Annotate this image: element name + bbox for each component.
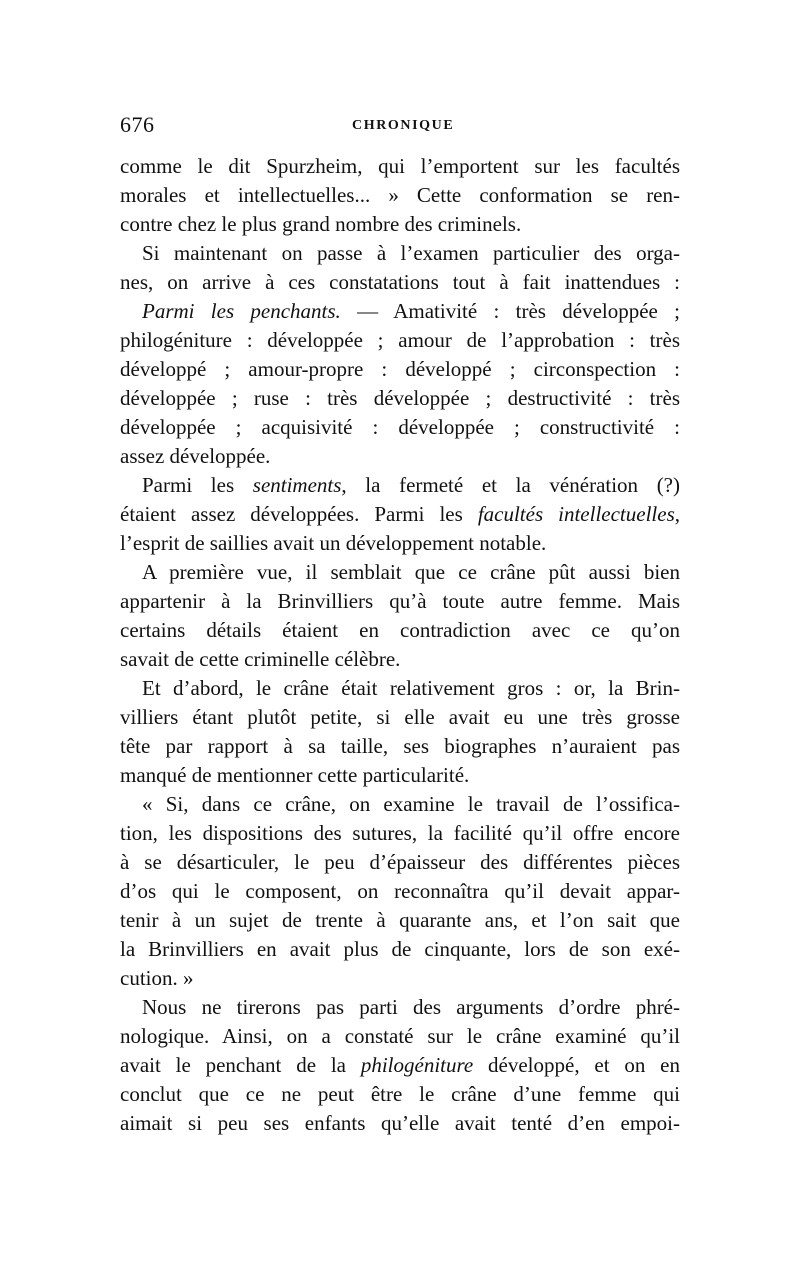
text-line: Si maintenant on passe à l’examen particulier des orga- (142, 241, 680, 265)
text-line: « Si, dans ce crâne, on examine le travail de l’ossifica- (142, 792, 680, 816)
text-line: Nous ne tirerons pas parti des arguments d’ordre phré- (142, 995, 680, 1019)
text-line (120, 500, 680, 529)
italic-heading: Parmi les penchants. (142, 299, 341, 323)
text-fragment: développé, et on en (473, 1053, 680, 1077)
text-line: cution. » (120, 966, 194, 990)
text-line: nologique. Ainsi, on a constaté sur le crâne examiné qu’il (120, 1024, 680, 1048)
text-line: villiers étant plutôt petite, si elle avait eu une très grosse (120, 705, 680, 729)
text-line: d’os qui le composent, on reconnaîtra qu’il devait appar- (120, 879, 680, 903)
running-title: CHRONIQUE (352, 118, 455, 133)
text-line: comme le dit Spurzheim, qui l’emportent sur les facultés (120, 154, 680, 178)
text-fragment: étaient assez développées. Parmi les (120, 502, 478, 526)
text-fragment: Parmi les (142, 473, 253, 497)
italic-term: philogéniture (360, 1053, 474, 1077)
text-line: conclut que ce ne peut être le crâne d’une femme qui (120, 1082, 680, 1106)
text-fragment: — Amativité : très développée ; (340, 299, 680, 323)
text-line: appartenir à la Brinvilliers qu’à toute autre femme. Mais (120, 589, 680, 613)
text-line (120, 1051, 680, 1080)
text-line: développée ; acquisivité : développée ; constructivité : (120, 415, 680, 439)
text-line: Et d’abord, le crâne était relativement gros : or, la Brin- (142, 676, 680, 700)
text-line: certains détails étaient en contradiction avec ce qu’on (120, 618, 680, 642)
text-line: nes, on arrive à ces constatations tout à fait inattendues : (120, 270, 680, 294)
text-fragment: , la fermeté et la vénération (?) (341, 473, 680, 497)
text-line: développé ; amour-propre : développé ; circonspection : (120, 357, 680, 381)
text-line: contre chez le plus grand nombre des criminels. (120, 212, 522, 236)
text-line: tête par rapport à sa taille, ses biographes n’auraient pas (120, 734, 680, 758)
text-line: A première vue, il semblait que ce crâne pût aussi bien (142, 560, 680, 584)
text-line: développée ; ruse : très développée ; destructivité : très (120, 386, 680, 410)
text-line: à se désarticuler, le peu d’épaisseur des différentes pièces (120, 850, 680, 874)
page-header (120, 112, 680, 142)
text-line: l’esprit de saillies avait un développement notable. (120, 531, 547, 555)
text-line: philogéniture : développée ; amour de l’approbation : très (120, 328, 680, 352)
text-line: la Brinvilliers en avait plus de cinquante, lors de son exé- (120, 937, 680, 961)
text-line: savait de cette criminelle célèbre. (120, 647, 401, 671)
text-fragment: avait le penchant de la (120, 1053, 361, 1077)
text-fragment: , (674, 502, 680, 526)
italic-term: facultés intellectuelles (477, 502, 675, 526)
body-text (120, 152, 680, 1138)
text-line: manqué de mentionner cette particularité. (120, 763, 470, 787)
text-line: morales et intellectuelles... » Cette conformation se ren- (120, 183, 680, 207)
text-line: tion, les dispositions des sutures, la facilité qu’il offre encore (120, 821, 680, 845)
italic-term: sentiments (252, 473, 342, 497)
text-line (120, 471, 680, 500)
text-line (120, 297, 680, 326)
page-number: 676 (120, 112, 155, 137)
text-line: aimait si peu ses enfants qu’elle avait tenté d’en empoi- (120, 1111, 680, 1135)
text-line: tenir à un sujet de trente à quarante ans, et l’on sait que (120, 908, 680, 932)
text-line: assez développée. (120, 444, 271, 468)
